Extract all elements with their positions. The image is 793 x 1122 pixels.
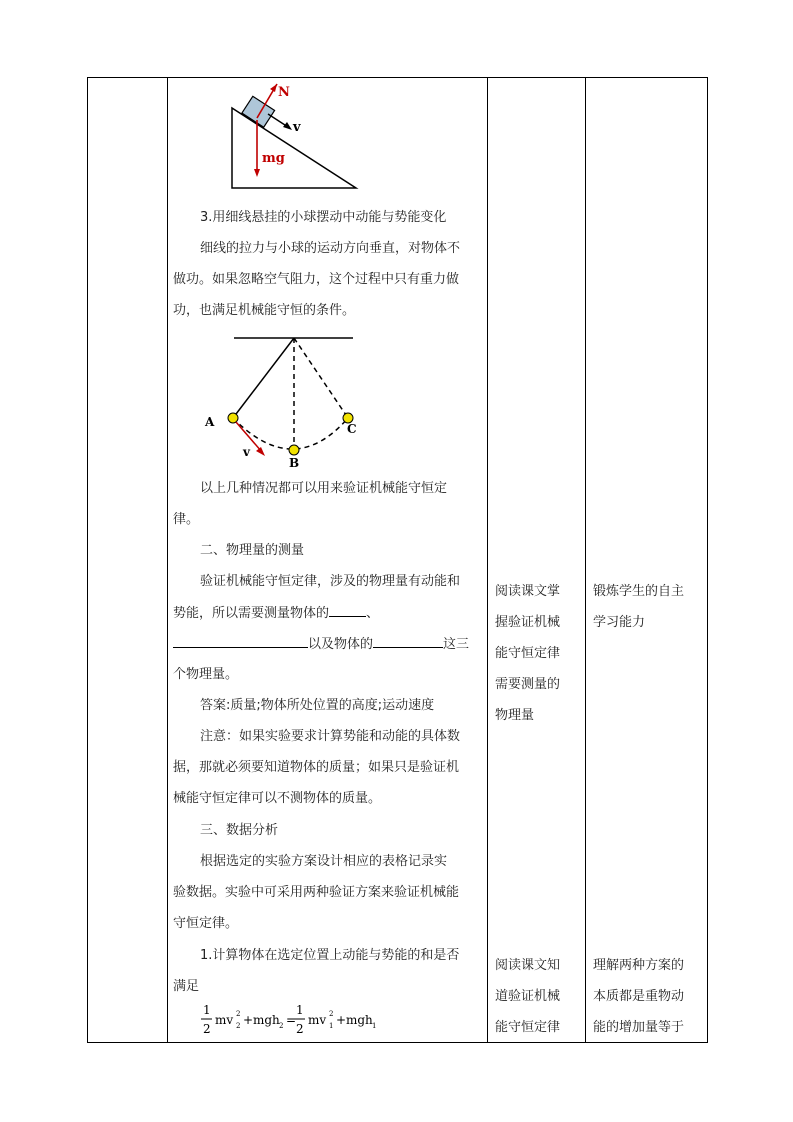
calc-line1: 1.计算物体在选定位置上动能与势能的和是否 [200,948,460,963]
item3-line3: 功，也满足机械能守恒的条件。 [173,303,356,318]
student-activity-line: 物理量 [495,708,535,723]
design-intent-line: 能的增加量等于 [593,1020,685,1035]
measure-line3-end: 这三 [443,637,470,652]
data-line2: 验数据。实验中可采用两种验证方案来验证机械能 [173,885,460,900]
design-intent-line: 锻炼学生的自主 [593,584,685,599]
note-line3: 械能守恒定律可以不测物体的质量。 [173,791,382,806]
ball-b [289,445,299,455]
formula-lhs-frac-num: 1 [203,1003,211,1017]
measure-line1: 验证机械能守恒定律，涉及的物理量有动能和 [200,574,461,589]
blank-velocity [373,635,443,648]
note-line2: 据，那就必须要知道物体的质量；如果只是验证机 [173,760,460,775]
student-activity-line: 能守恒定律 [495,1020,561,1035]
column-divider-1 [167,77,168,1043]
design-intent-line: 理解两种方案的 [593,958,685,973]
ball-a [228,413,238,423]
design-intent-block2 [593,950,684,1043]
formula-lhs-mgh-sub: 2 [279,1022,284,1030]
formula-lhs-mv: mv [215,1013,234,1027]
student-activity-line: 阅读课文知 [495,958,561,973]
column-divider-3 [585,77,586,1043]
gravity-arrowhead [254,169,260,177]
formula-rhs-frac-num: 1 [296,1003,304,1017]
formula-rhs-mv: mv [308,1013,327,1027]
pendulum-string-c [294,338,348,418]
measure-line3 [173,635,469,654]
section3-heading: 三、数据分析 [200,823,279,838]
measure-line2-text: 势能，所以需要测量物体的 [173,606,330,621]
data-line3: 守恒定律。 [173,916,239,931]
formula-plus-2: + [336,1013,347,1027]
velocity-label: v [293,120,301,135]
answer-line: 答案:质量;物体所处位置的高度;运动速度 [200,698,435,713]
formula-rhs-frac-den: 2 [296,1022,304,1036]
measure-line2 [173,604,379,623]
incline-figure [220,80,370,195]
item3-line1: 细线的拉力与小球的运动方向垂直，对物体不 [200,241,461,256]
measure-line2-comma: 、 [366,606,380,621]
formula-lhs-sub: 2 [236,1022,241,1030]
normal-force-label: N [278,85,290,100]
student-activity-line: 握验证机械 [495,615,561,630]
student-activity-line: 道验证机械 [495,989,561,1004]
measure-line4: 个物理量。 [173,667,239,682]
point-c-label: C [347,422,357,436]
note-line1: 注意：如果实验要求计算势能和动能的具体数 [200,729,461,744]
student-activity-block2 [495,950,560,1043]
formula-lhs-frac-den: 2 [203,1022,211,1036]
item3-line2: 做功。如果忽略空气阻力，这个过程中只有重力做 [173,272,460,287]
student-activity-line: 阅读课文掌 [495,584,561,599]
section2-heading: 二、物理量的测量 [200,543,305,558]
formula-rhs-sub: 1 [329,1022,334,1030]
formula-plus-1: + [243,1013,254,1027]
table-right-border [707,77,708,1043]
blank-mass [329,604,366,617]
sliding-block [242,96,275,127]
energy-formula [200,1000,380,1040]
calc-line2: 满足 [173,979,200,994]
student-activity-block1 [495,576,560,731]
velocity-arrowhead [283,122,292,130]
measure-line3-text: 以及物体的 [308,637,374,652]
formula-lhs-mgh: mgh [253,1013,280,1027]
formula-rhs-mgh: mgh [346,1013,373,1027]
point-a-label: A [205,415,215,429]
data-line1: 根据选定的实验方案设计相应的表格记录实 [200,854,448,869]
normal-force-arrowhead [270,84,277,92]
formula-equals: = [286,1013,297,1027]
design-intent-line: 本质都是重物动 [593,989,685,1004]
column-divider-2 [487,77,488,1043]
summary-line2: 律。 [173,512,200,527]
pendulum-figure [200,330,370,475]
pendulum-string-a [233,338,294,418]
student-activity-line: 需要测量的 [495,677,561,692]
formula-rhs-mgh-sub: 1 [372,1022,377,1030]
pendulum-velocity-arrowhead [256,447,265,456]
formula-rhs-pow: 2 [329,1010,334,1018]
student-activity-line: 能守恒定律 [495,646,561,661]
pendulum-velocity-label: v [243,445,250,459]
table-left-border [87,77,88,1043]
formula-lhs-pow: 2 [236,1010,241,1018]
swing-arc [233,418,348,449]
point-b-label: B [289,456,300,470]
design-intent-block1 [593,576,684,638]
summary-line1: 以上几种情况都可以用来验证机械能守恒定 [200,481,448,496]
gravity-label: mg [262,151,285,166]
design-intent-line: 学习能力 [593,615,646,630]
blank-height [173,635,308,648]
table-top-border [87,77,708,78]
item3-title: 3.用细线悬挂的小球摆动中动能与势能变化 [200,210,447,225]
